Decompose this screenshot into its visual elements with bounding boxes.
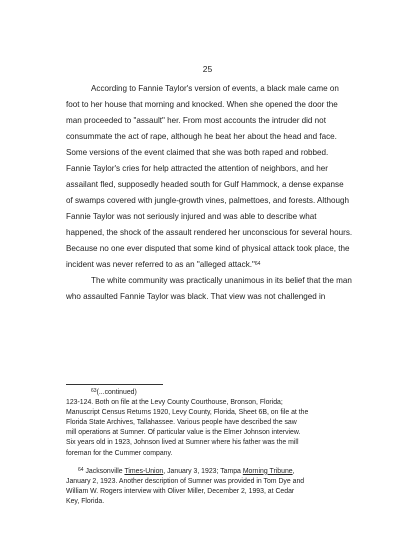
footnote-text: , <box>292 467 295 475</box>
body-line: foot to her house that morning and knocked. When she opened the door the <box>66 100 338 109</box>
footnote-line: Florida State Archives, Tallahassee. Various people have described the saw <box>66 419 297 427</box>
footnote-line: Six years old in 1923, Johnson lived at Sumner where his father was the mill <box>66 439 299 447</box>
footnote-line: Key, Florida. <box>66 497 105 505</box>
body-line: Fannie Taylor's cries for help attracted the attention of neighbors, and her <box>66 164 328 173</box>
footnotes <box>66 388 358 507</box>
footnote-marker: 63 <box>91 388 97 394</box>
footnote-marker: 64 <box>78 466 84 473</box>
footnote-text: , January 3, 1923; Tampa <box>163 467 243 475</box>
footnote-line: mill operations at Sumner. Of particular value is the Elmer Johnson interview. <box>66 429 301 437</box>
footnote-line <box>66 388 358 398</box>
body-text <box>66 81 356 305</box>
page-number: 25 <box>202 64 213 74</box>
body-line: Fannie Taylor was not seriously injured and was able to describe what <box>66 212 317 221</box>
footnote-line: foreman for the Cummer company. <box>66 449 173 457</box>
body-line: who assaulted Fannie Taylor was black. That view was not challenged in <box>66 292 326 301</box>
body-line: happened, the shock of the assault rendered her unconscious for several hours. <box>66 228 353 237</box>
body-line: Some versions of the event claimed that she was both raped and robbed. <box>66 148 329 157</box>
footnote-line: 123-124. Both on file at the Levy County Courthouse, Bronson, Florida; <box>66 399 283 407</box>
footnote-line: January 2, 1923. Another description of Sumner was provided in Tom Dye and <box>66 477 305 485</box>
body-line: The white community was practically unanimous in its belief that the man <box>91 276 352 285</box>
footnote-reference: 64 <box>254 261 261 267</box>
footnote-line: Manuscript Census Returns 1920, Levy County, Florida, Sheet 6B, on file at the <box>66 409 309 417</box>
body-line: According to Fannie Taylor's version of events, a black male came on <box>91 84 339 93</box>
body-line: of swamps covered with jungle-growth vines, palmettoes, and forests. Although <box>66 196 349 205</box>
body-line: Because no one ever disputed that some kind of physical attack took place, the <box>66 244 350 253</box>
newspaper-title: Morning Tribune <box>242 467 293 475</box>
footnote-64 <box>66 467 358 507</box>
footnote-63 <box>66 388 358 459</box>
footnote-continued: (...continued) <box>96 389 137 396</box>
footnote-line: William W. Rogers interview with Oliver Miller, December 2, 1993, at Cedar <box>66 487 295 495</box>
footnote-line <box>66 467 358 477</box>
footnote-text: Jacksonville <box>85 467 125 475</box>
body-line-text: incident was never referred to as an "alleged attack." <box>66 260 255 269</box>
footnote-divider <box>66 384 163 385</box>
body-line <box>66 257 356 273</box>
newspaper-title: Times-Union <box>124 467 164 475</box>
body-line: man proceeded to "assault" her. From most accounts the intruder did not <box>66 116 326 125</box>
body-line: assailant fled, supposedly headed south for Gulf Hammock, a dense expanse <box>66 180 344 189</box>
body-line: consummate the act of rape, although he beat her about the head and face. <box>66 132 337 141</box>
